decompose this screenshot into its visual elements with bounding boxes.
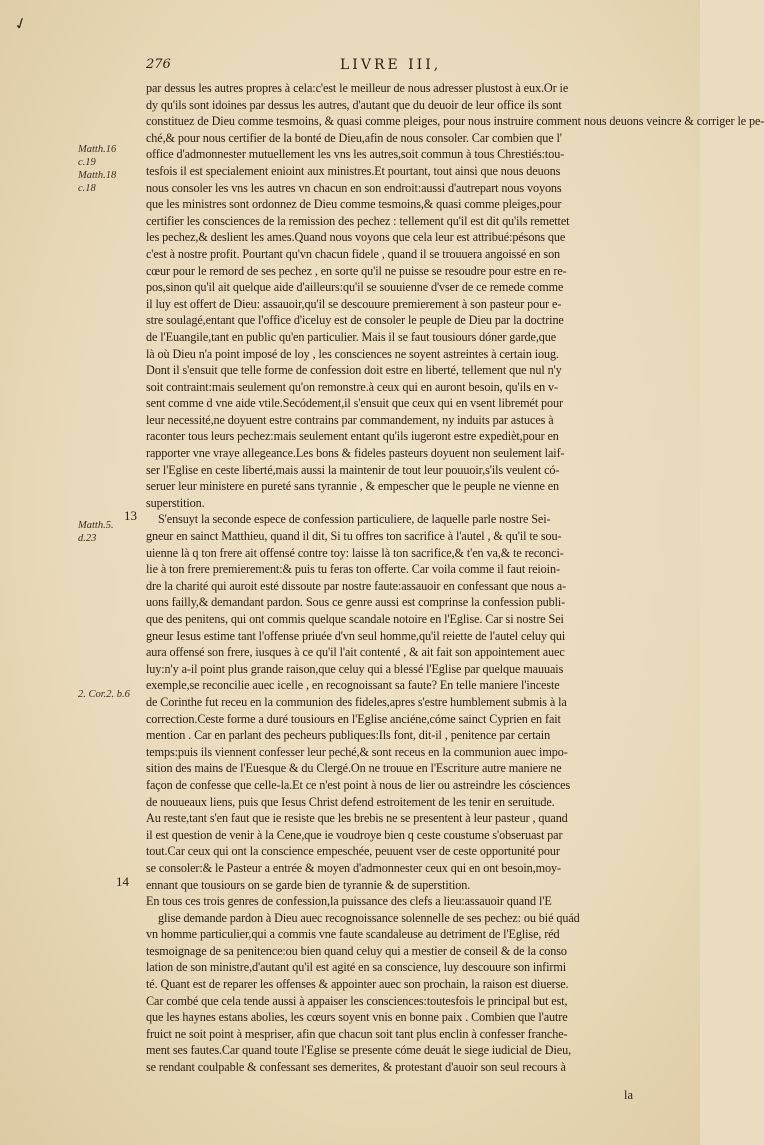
text-line: gneur en sainct Matthieu, quand il dit, Si tu offres ton sacrifice à l'autel , & qu'il te sou- xyxy=(146,529,562,544)
text-line: Dont il s'ensuit que telle forme de confession doit estre en liberté, tellement que nul n'y xyxy=(146,363,562,378)
text-line: il est question de venir à la Cene,que ie voudroye bien q ceste coustume s'obseruast par xyxy=(146,827,563,842)
text-line: gneur Iesus estime tant l'offense priuée d'vn seul homme,qu'il reiette de l'autel celuy qui xyxy=(146,628,566,643)
text-line: cœur pour le remord de ses pechez , en sorte qu'il ne puisse se resoudre pour estre en re- xyxy=(146,263,567,278)
body-text xyxy=(146,80,764,1076)
text-line: uons failly,& demandant pardon. Sous ce genre aussi est comprinse la confession publi- xyxy=(146,595,566,610)
text-line: tesmoignage de sa penitence:ou bien quand celuy qui a mestier de conseil & de la conso xyxy=(146,943,567,958)
margin-note: Matth.5. d.23 xyxy=(78,520,114,544)
text-line: S'ensuyt la seconde espece de confession particuliere, de laquelle parle nostre Sei- xyxy=(158,512,551,527)
text-line: fruict ne soit point à mespriser, afin que chacun soit tant plus enclin à confesser franche- xyxy=(146,1026,568,1041)
text-line: raconter tous leurs pechez:mais seulement entant qu'ils iugeront estre expedièt,pour en xyxy=(146,429,559,444)
text-line: tout.Car ceux qui ont la conscience empeschée, peuuent vser de ceste opportunité pour xyxy=(146,844,560,859)
text-line: pos,sinon qu'il ait quelque aide d'ailleurs:qu'il se souuienne d'vser de ce remede comme xyxy=(146,280,564,295)
text-line: de l'Euangile,tant en public qu'en particulier. Mais il se faut tousiours dóner garde,que xyxy=(146,329,557,344)
text-line: se rendant coulpable & confessant ses demerites, & protestant d'auoir son seul recours à xyxy=(146,1060,566,1075)
text-line: façon de confesse que celle-la.Et ce n'est point à nous de lier ou astreindre les cósciences xyxy=(146,777,571,792)
text-line: superstition. xyxy=(146,495,205,510)
text-line: Au reste,tant s'en faut que ie resiste que les brebis ne se presentent à leur pasteur , quand xyxy=(146,811,568,826)
text-line: de nouueaux liens, puis que Iesus Christ defend estroitement de les tenir en seruitude. xyxy=(146,794,555,809)
text-line: temps:puis ils viennent confesser leur peché,& sont receus en la communion auec impo- xyxy=(146,744,568,759)
text-line: soit contraint:mais seulement qu'on remonstre.à ceux qui en auront besoin, qu'ils en v- xyxy=(146,379,559,394)
text-line: aura offensé son frere, iusques à ce qu'il l'ait contenté , & ait fait son appointement auec xyxy=(146,645,565,660)
text-line: uienne là q ton frere ait offensé contre toy: laisse là ton sacrifice,& t'en va,& te reconci- xyxy=(146,545,564,560)
text-line: exemple,se reconcilie auec icelle , en recognoissant sa faute? En telle maniere l'inceste xyxy=(146,678,560,693)
text-line: mention . Car en parlant des pecheurs publiques:Ils font, dit-il , penitence par certain xyxy=(146,728,551,743)
text-line: glise demande pardon à Dieu auec recognoissance solennelle de ses pechez: ou bié quád xyxy=(158,910,580,925)
text-line: certifier les consciences de la remission des pechez : tellement qu'il est dit qu'ils remettet xyxy=(146,213,570,228)
text-line: sent comme d vne aide vtile.Secódement,il s'ensuit que ceux qui en vsent libremét pour xyxy=(146,396,563,411)
text-line: luy:n'y a-il point plus grande raison,que celuy qui a blessé l'Eglise par quelque mauuais xyxy=(146,661,564,676)
text-line: les pechez,& deslient les ames.Quand nous voyons que cela leur est attribué:pésons que xyxy=(146,230,566,245)
text-line: leur necessité,ne doyuent estre contrains par commandement, ny induits par astuces à xyxy=(146,412,554,427)
folio-number: 276 xyxy=(146,57,171,72)
text-line: se consoler:& le Pasteur a entrée & moyen d'admonnester ceux qui en ont besoin,moy- xyxy=(146,860,561,875)
text-line: sition des mains de l'Euesque & du Clergé.On ne trouue en l'Escriture autre maniere ne xyxy=(146,761,562,776)
text-line: de Corinthe fut receu en la communion des fideles,apres s'estre humblement submis à la xyxy=(146,694,567,709)
text-line: ché,& pour nous certifier de la bonté de Dieu,afin de nous consoler. Car combien que l' xyxy=(146,130,562,145)
text-line: dy qu'ils sont idoines par dessus les autres, d'autant que du deuoir de leur office ils sont xyxy=(146,97,562,112)
corner-annotation: ✓ xyxy=(11,12,31,35)
running-title: LIVRE III, xyxy=(340,57,442,73)
text-line: lation de son ministre,d'autant qu'il est agité en sa conscience, luy descouure son infirmi xyxy=(146,960,567,975)
text-line: que des penitens, qui ont commis quelque scandale notoire en l'Eglise. Car si nostre Sei xyxy=(146,612,564,626)
text-line: là où Dieu n'a point imposé de loy , les consciences ne soyent astreintes à certain ioug. xyxy=(146,346,559,361)
section-number: 13 xyxy=(124,508,137,523)
text-line: il luy est offert de Dieu: assauoir,qu'il se descouure premierement à son pasteur pour e- xyxy=(146,296,562,311)
text-line: constituez de Dieu comme tesmoins, & quasi comme pleiges, pour nous instruire comment nous deuons veincre & corriger le pe- xyxy=(146,114,764,129)
text-line: té. Quant est de reparer les offenses & appointer auec son prochain, la raison est diuerse. xyxy=(146,977,569,992)
text-line: ennant que tousiours on se garde bien de tyrannie & de superstition. xyxy=(146,877,471,892)
text-line: correction.Ceste forme a duré tousiours en l'Eglise anciéne,cóme sainct Cyprien en fait xyxy=(146,711,561,726)
text-line: Car combé que cela tende aussi à appaiser les consciences:toutesfois le principal but est, xyxy=(146,993,568,1008)
margin-note: Matth.16 c.19 xyxy=(78,144,117,168)
text-line: dre la charité qui auroit esté dissoute par nostre faute:assauoir en confessant que nous a- xyxy=(146,578,567,593)
text-line: nous consoler les vns les autres vn chacun en son endroit:aussi d'autrepart nous voyons xyxy=(146,180,562,195)
text-line: stre soulagé,entant que l'office d'iceluy est de consoler le peuple de Dieu par la doctrine xyxy=(146,313,564,328)
text-line: c'est à nostre profit. Pourtant qu'vn chacun fidele , quand il se trouuera angoissé en son xyxy=(146,246,561,261)
page-header xyxy=(146,57,646,79)
catchword: la xyxy=(624,1088,634,1102)
text-line: ser l'Eglise en ceste liberté,mais aussi la maintenir de tout leur pouuoir,s'ils veulent có- xyxy=(146,462,560,477)
margin-note: Matth.18 c.18 xyxy=(78,170,117,194)
text-line: En tous ces trois genres de confession,la puissance des clefs a lieu:assauoir quand l'E xyxy=(146,894,552,909)
text-line: ment ses fautes.Car quand toute l'Eglise se presente cóme deuát le siege iudicial de Dieu, xyxy=(146,1043,572,1058)
text-line: par dessus les autres propres à cela:c'est le meilleur de nous adresser plustost à eux.Or ie xyxy=(146,81,569,95)
text-line: office d'admonnester mutuellement les vns les autres,soit commun à tous Chrestiés:tou- xyxy=(146,147,565,162)
margin-note: 2. Cor.2. b.6 xyxy=(78,689,130,700)
text-line: que les ministres sont ordonnez de Dieu comme tesmoins,& quasi comme pleiges,pour xyxy=(146,197,562,212)
text-line: lie à ton frere premierement:& puis tu feras ton offerte. Car voila comme il faut reioin- xyxy=(146,562,560,577)
text-line: seruer leur ministere en pureté sans tyrannie , & empescher que le peuple ne vienne en xyxy=(146,479,560,494)
section-number: 14 xyxy=(116,874,129,889)
text-line: vn homme particulier,qui a commis vne faute scandaleuse au detriment de l'Eglise, réd xyxy=(146,927,560,942)
text-line: rapporter vne vraye allegeance.Les bons & fideles pasteurs doyuent non seulement laif- xyxy=(146,446,565,461)
text-line: tesfois il est specialement enioint aux ministres.Et pourtant, tout ainsi que nous deuons xyxy=(146,163,561,178)
text-line: que les haynes estans abolies, les cœurs soyent vnis en bonne paix . Combien que l'autre xyxy=(146,1010,568,1025)
